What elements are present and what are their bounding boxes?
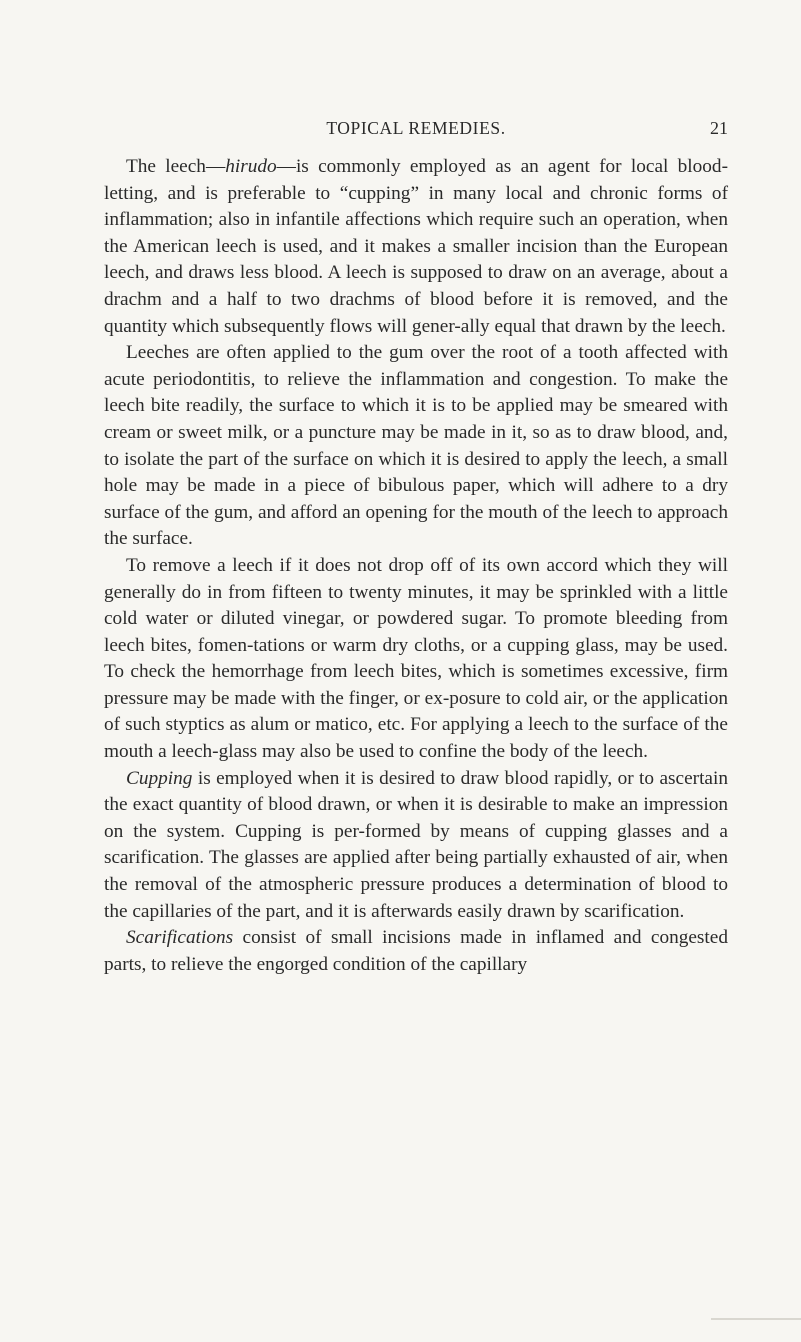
- paragraph-leech: [104, 154, 728, 340]
- paragraph-cupping: [104, 766, 728, 926]
- body-text: [104, 154, 728, 978]
- running-head: [104, 116, 728, 140]
- running-title: TOPICAL REMEDIES.: [326, 118, 506, 138]
- hirudo-term: hirudo: [225, 156, 277, 177]
- paragraph-scarifications: [104, 925, 728, 978]
- cupping-term: Cupping: [126, 767, 193, 789]
- paragraph-lead: The leech—: [126, 156, 226, 177]
- page-edge-shadow: [711, 1318, 801, 1320]
- scarifications-term: Scarifications: [126, 927, 234, 949]
- paragraph-text: is employed when it is desired to draw blood rapidly, or to ascertain the exact quantity of blood drawn, or when it is desirable to make an impression on the system. Cupping is per-formed by means of cupping glasses and a scarification. The glasses are applied after being partially exhausted of air, when the removal of the atmospheric pressure produces a determination of blood to the capillaries of the part, and it is afterwards easily drawn by scarification.: [104, 767, 728, 922]
- page-number: 21: [710, 118, 728, 138]
- paragraph-text: —is commonly employed as an agent for local blood-letting, and is preferable to “cupping” in many local and chronic forms of inflammation; also in infantile affections which require such an operation, when the American leech is used, and it makes a smaller incision than the European leech, and draws less blood. A leech is supposed to draw on an average, about a drachm and a half to two drachms of blood before it is removed, and the quantity which subsequently flows will gener-ally equal that drawn by the leech.: [104, 156, 728, 337]
- paragraph-text: Leeches are often applied to the gum over the root of a tooth affected with acute periodontitis, to relieve the inflammation and congestion. To make the leech bite readily, the surface to which it is to be applied may be smeared with cream or sweet milk, or a puncture may be made in it, so as to draw blood, and, to isolate the part of the surface on which it is desired to apply the leech, a small hole may be made in a piece of bibulous paper, which will adhere to a dry surface of the gum, and afford an opening for the mouth of the leech to approach the surface.: [104, 342, 728, 550]
- paragraph-leech-removal: [104, 553, 728, 766]
- paragraph-text: To remove a leech if it does not drop off of its own accord which they will generally do in from fifteen to twenty minutes, it may be sprinkled with a little cold water or diluted vinegar, or powdered sugar. To promote bleeding from leech bites, fomen-tations or warm dry cloths, or a cupping glass, may be used. To check the hemorrhage from leech bites, which is sometimes excessive, firm pressure may be made with the finger, or ex-posure to cold air, or the application of such styptics as alum or matico, etc. For applying a leech to the surface of the mouth a leech-glass may also be used to confine the body of the leech.: [104, 554, 728, 763]
- paragraph-gum-application: [104, 340, 728, 553]
- paragraph-text: consist of small incisions made in inflamed and congested parts, to relieve the engorged condition of the capillary: [104, 927, 728, 975]
